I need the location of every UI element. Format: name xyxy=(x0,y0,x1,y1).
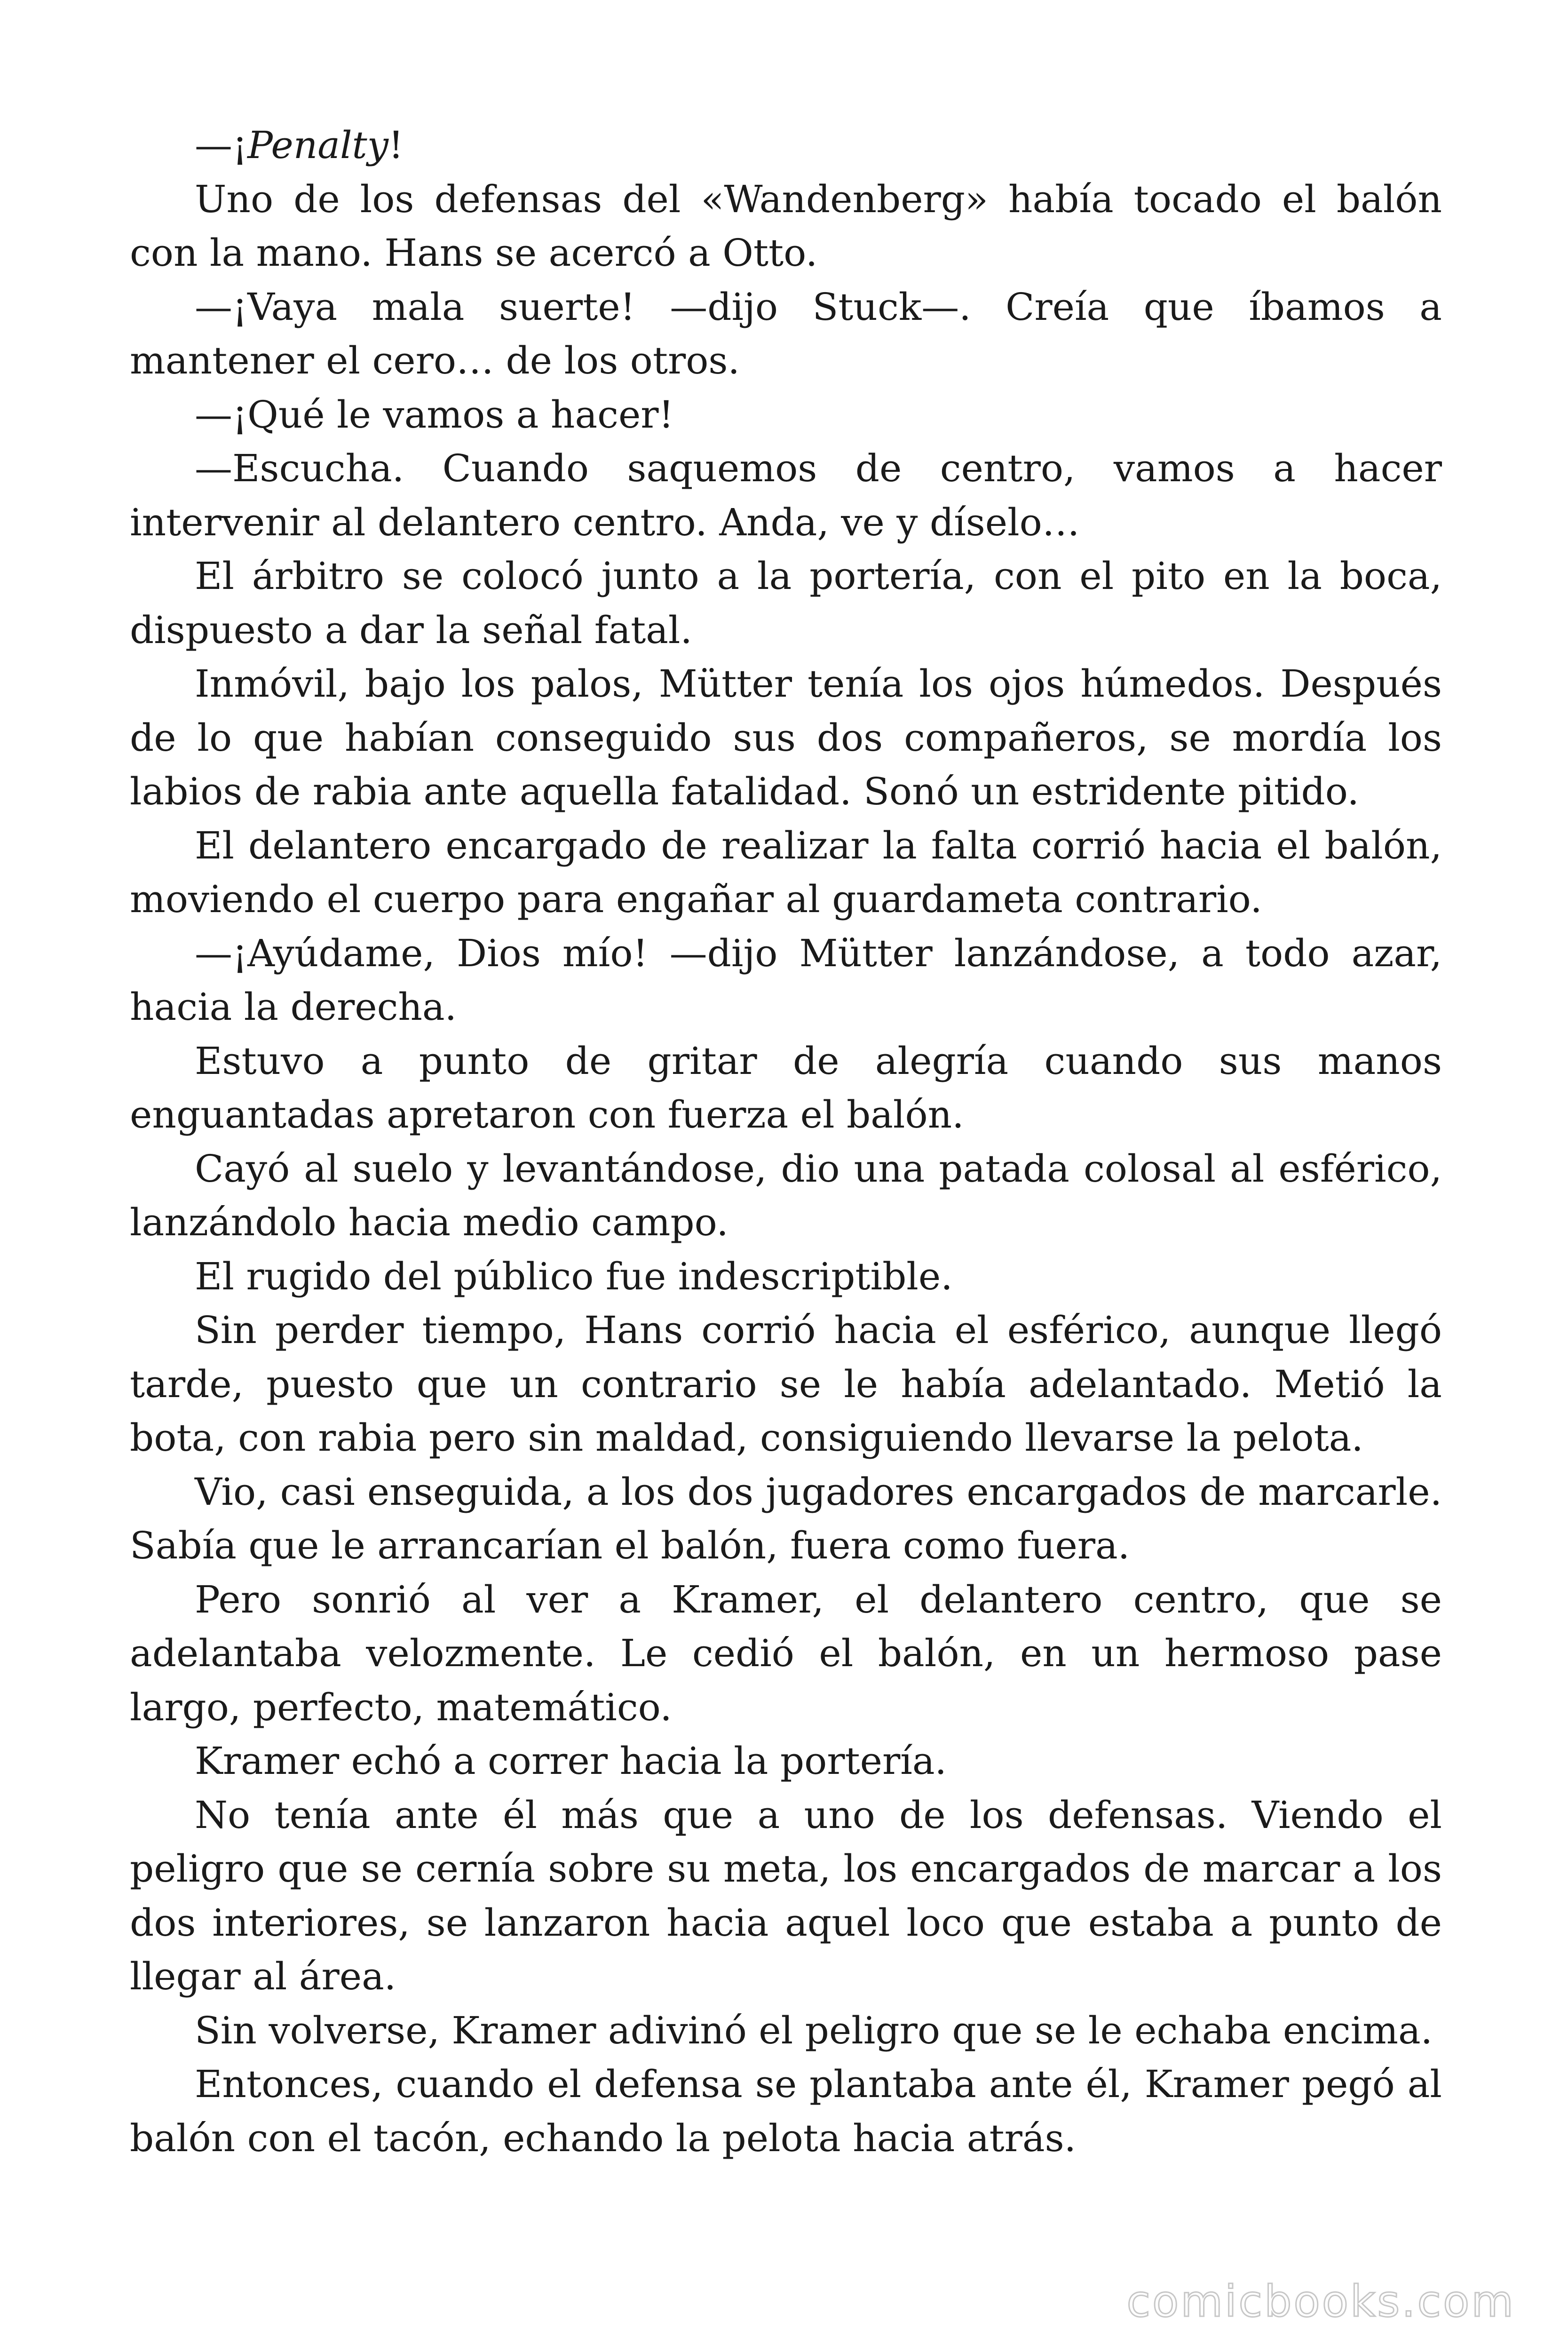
paragraph: Cayó al suelo y levantándose, dio una patada colosal al esférico, lanzándolo hacia medio campo. xyxy=(130,1146,1442,1244)
paragraph: El árbitro se colocó junto a la portería, con el pito en la boca, dispuesto a dar la señal fatal. xyxy=(130,554,1442,652)
paragraph: —¡Qué le vamos a hacer! xyxy=(195,392,674,437)
paragraph: Sin volverse, Kramer adivinó el peligro que se le echaba encima. xyxy=(195,2008,1433,2052)
paragraph: Vio, casi enseguida, a los dos jugadores encargados de marcarle. Sabía que le arrancarían el balón, fuera como fuera. xyxy=(130,1470,1442,1567)
watermark: comicbooks.com xyxy=(1126,2276,1515,2327)
paragraph: El delantero encargado de realizar la falta corrió hacia el balón, moviendo el cuerpo para engañar al guardameta contrario. xyxy=(130,823,1442,921)
paragraph-penalty-prefix: —¡ xyxy=(195,123,248,167)
paragraph: Inmóvil, bajo los palos, Mütter tenía los ojos húmedos. Después de lo que habían conseguido sus dos compañeros, se mordía los labios de rabia ante aquella fatalidad. Sonó un estridente pitido. xyxy=(130,662,1442,813)
paragraph: Uno de los defensas del «Wandenberg» había tocado el balón con la mano. Hans se acercó a Otto. xyxy=(130,177,1442,275)
book-page xyxy=(130,119,1442,2165)
paragraph: Estuvo a punto de gritar de alegría cuando sus manos enguantadas apretaron con fuerza el balón. xyxy=(130,1039,1442,1136)
paragraph-penalty-italic: Penalty xyxy=(247,123,388,167)
paragraph: Pero sonrió al ver a Kramer, el delantero centro, que se adelantaba velozmente. Le cedió el balón, en un hermoso pase largo, perfecto, matemático. xyxy=(130,1577,1442,1729)
paragraph: No tenía ante él más que a uno de los defensas. Viendo el peligro que se cernía sobre su meta, los encargados de marcar a los dos interiores, se lanzaron hacia aquel loco que estaba a punto de llegar al área. xyxy=(130,1793,1442,1998)
paragraph: —Escucha. Cuando saquemos de centro, vamos a hacer intervenir al delantero centro. Anda, ve y díselo… xyxy=(130,446,1442,544)
paragraph: Entonces, cuando el defensa se plantaba ante él, Kramer pegó al balón con el tacón, echando la pelota hacia atrás. xyxy=(130,2062,1442,2160)
paragraph: —¡Vaya mala suerte! —dijo Stuck—. Creía que íbamos a mantener el cero… de los otros. xyxy=(130,285,1442,382)
paragraph: Kramer echó a correr hacia la portería. xyxy=(195,1739,947,1783)
paragraph-penalty xyxy=(130,119,1442,173)
paragraph: —¡Ayúdame, Dios mío! —dijo Mütter lanzándose, a todo azar, hacia la derecha. xyxy=(130,931,1442,1029)
paragraph: Sin perder tiempo, Hans corrió hacia el esférico, aunque llegó tarde, puesto que un contrario se le había adelantado. Metió la bota, con rabia pero sin maldad, consiguiendo llevarse la pelota. xyxy=(130,1308,1442,1460)
paragraph: El rugido del público fue indescriptible. xyxy=(195,1254,953,1298)
paragraph-penalty-suffix: ! xyxy=(388,123,404,167)
